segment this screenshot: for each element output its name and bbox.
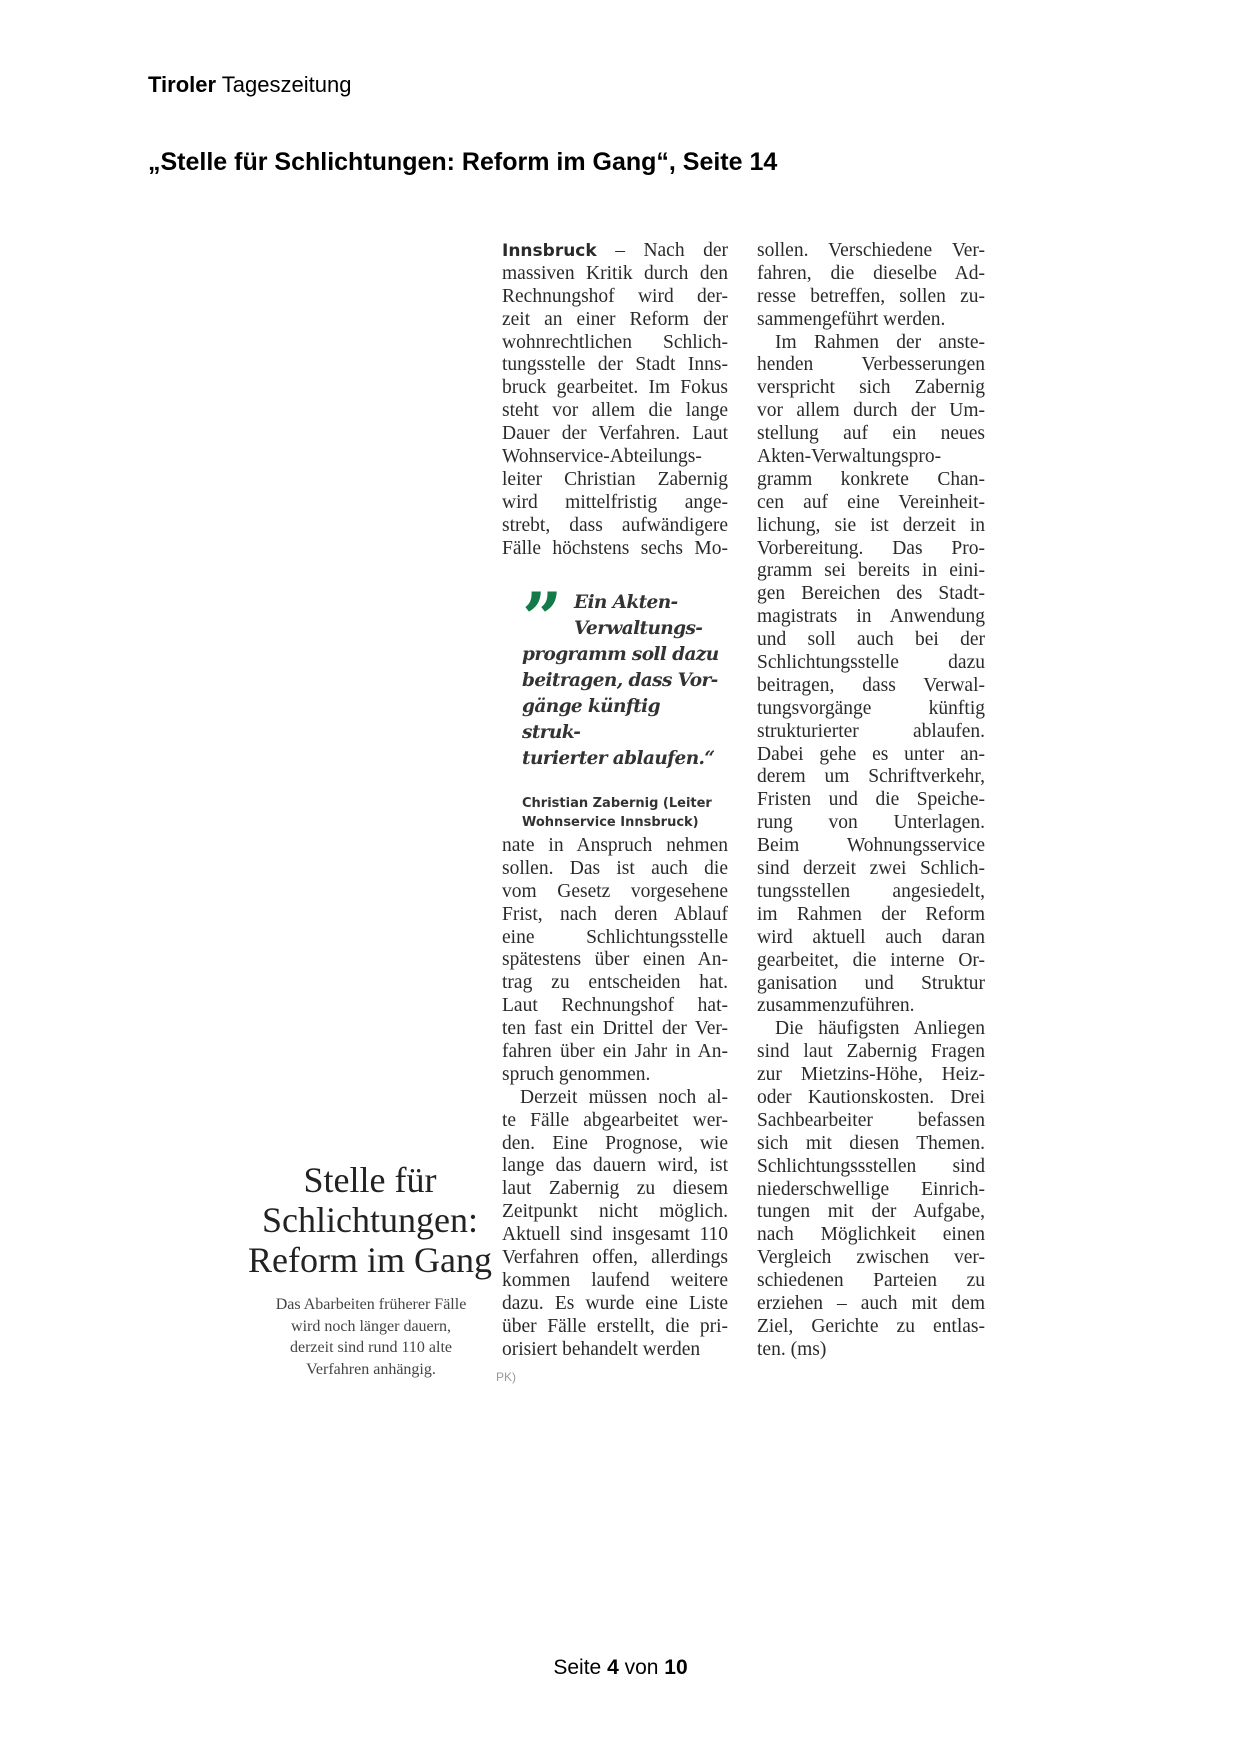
text-line: Das Abarbeiten früherer Fälle [275, 1296, 467, 1313]
text-line: Schlichtungssstellen sind [757, 1155, 985, 1177]
publication-name [148, 72, 351, 98]
dateline: Innsbruck [502, 241, 597, 261]
text-line: ten fast ein Drittel der Ver- [502, 1018, 728, 1040]
text-line: sind laut Zabernig Fragen [757, 1041, 985, 1063]
text-line: sollen. Das ist auch die [502, 857, 728, 879]
text-line: leiter Christian Zabernig [502, 468, 728, 490]
document-title: „Stelle für Schlichtungen: Reform im Gang“, Seite 14 [148, 148, 778, 176]
text-line: sind derzeit zwei Schlich- [757, 858, 985, 880]
text-line: gänge künftig struk- [522, 696, 660, 743]
text-line: wird mittelfristig ange- [502, 491, 728, 513]
text-line: strukturierter ablaufen. [757, 720, 985, 742]
text-line: henden Verbesserungen [757, 354, 985, 376]
text-line: Ziel, Gerichte zu entlas- [757, 1315, 985, 1337]
photo-credit: PK) [496, 1370, 517, 1384]
text-line: ganisation und Struktur [757, 972, 985, 994]
article-column-2 [757, 240, 985, 1362]
text-line: programm soll dazu [522, 644, 719, 665]
text-line: kommen laufend weitere [502, 1269, 728, 1291]
text-line: zeit an einer Reform der [502, 308, 728, 330]
text-line: Verfahren offen, allerdings [502, 1247, 728, 1269]
text-line: laut Zabernig zu diesem [502, 1178, 728, 1200]
article-column-1-top [502, 240, 728, 560]
text-line: trag zu entscheiden hat. [502, 972, 728, 994]
text-line: tungsvorgänge künftig [757, 697, 985, 719]
text-line: Schlichtungen: [262, 1200, 478, 1240]
text-line: Aktuell sind insgesamt 110 [502, 1224, 728, 1246]
text-line: beitragen, dass Vor- [522, 670, 718, 691]
text-line: wird aktuell auch daran [757, 926, 985, 948]
footer-middle: von [618, 1656, 665, 1679]
text-line: vor allem durch der Um- [757, 400, 985, 422]
text-line: vom Gesetz vorgesehene [502, 880, 728, 902]
text-line: steht vor allem die lange [502, 400, 728, 422]
text-line: ten. (ms) [757, 1338, 827, 1360]
text-line: Fristen und die Speiche- [757, 789, 985, 811]
text-line: resse betreffen, sollen zu- [757, 285, 985, 307]
text-line: den. Eine Prognose, wie [502, 1132, 728, 1154]
text-line: erziehen – auch mit dem [757, 1292, 985, 1314]
pull-quote [522, 577, 722, 832]
text-line: beitragen, dass Verwal- [757, 674, 985, 696]
text-line: strebt, dass aufwändigere [502, 514, 728, 536]
current-page: 4 [607, 1656, 619, 1679]
text-line: wohnrechtlichen Schlich- [502, 331, 728, 353]
text-line: Dabei gehe es unter an- [757, 743, 985, 765]
text-line: Zeitpunkt nicht möglich. [502, 1201, 728, 1223]
text-line: über Fälle erstellt, die pri- [502, 1315, 728, 1337]
text-line: Fälle höchstens sechs Mo- [502, 537, 728, 559]
page-footer [0, 1656, 1241, 1680]
text-line: rung von Unterlagen. [757, 812, 985, 834]
text-line: Vorbereitung. Das Pro- [757, 537, 985, 559]
text-line: schiedenen Parteien zu [757, 1270, 985, 1292]
text-line: Vergleich zwischen ver- [757, 1247, 985, 1269]
text-segment: – Nach der [596, 240, 728, 261]
brand-bold: Tiroler [148, 72, 217, 97]
text-line: Laut Rechnungshof hat- [502, 995, 728, 1017]
text-line: gramm sei bereits in eini- [757, 560, 985, 582]
text-line: zusammenzuführen. [757, 995, 915, 1017]
text-line: fahren über ein Jahr in An- [502, 1041, 728, 1063]
text-line: tungsstellen angesiedelt, [757, 880, 985, 902]
text-line: Im Rahmen der anste- [775, 331, 985, 353]
article-headline [245, 1160, 495, 1280]
text-line: sammengeführt werden. [757, 308, 946, 330]
text-line: spruch genommen. [502, 1063, 651, 1085]
text-line: lichung, sie ist derzeit in [757, 514, 985, 536]
text-line: sich mit diesen Themen. [757, 1132, 985, 1154]
text-line: Rechnungshof wird der- [502, 285, 728, 307]
article-column-1-bottom [502, 835, 728, 1361]
text-line: Beim Wohnungsservice [757, 835, 985, 857]
text-line: Wohnservice Innsbruck) [522, 815, 699, 830]
text-line: orisiert behandelt werden [502, 1338, 701, 1360]
total-pages: 10 [664, 1656, 688, 1679]
text-line: sollen. Verschiedene Ver- [757, 240, 985, 261]
quote-author [522, 794, 722, 832]
footer-prefix: Seite [553, 1656, 608, 1679]
text-line: nate in Anspruch nehmen [502, 835, 728, 856]
text-line: zur Mietzins-Höhe, Heiz- [757, 1064, 985, 1086]
text-line: te Fälle abgearbeitet wer- [502, 1109, 728, 1131]
text-line: Wohnservice-Abteilungs- [502, 446, 702, 468]
text-line: dazu. Es wurde eine Liste [502, 1292, 728, 1314]
text-line: Ein Akten- [574, 592, 678, 613]
text-line [502, 240, 728, 263]
text-line: stellung auf ein neues [757, 423, 985, 445]
text-line: Verwaltungs- [574, 618, 703, 639]
text-line: massiven Kritik durch den [502, 262, 728, 284]
text-line: eine Schlichtungsstelle [502, 926, 728, 948]
text-line: Frist, nach deren Ablauf [502, 903, 728, 925]
text-line: nach Möglichkeit einen [757, 1224, 985, 1246]
text-line: bruck gearbeitet. Im Fokus [502, 377, 728, 399]
text-line: wird noch länger dauern, [291, 1317, 451, 1335]
text-line: Dauer der Verfahren. Laut [502, 423, 728, 445]
text-line: magistrats in Anwendung [757, 606, 985, 628]
text-line: fahren, die dieselbe Ad- [757, 262, 985, 284]
text-line: Christian Zabernig (Leiter [522, 796, 712, 811]
text-line: tungsstelle der Stadt Inns- [502, 354, 728, 376]
text-line: turierter ablaufen.“ [522, 748, 715, 769]
text-line: oder Kautionskosten. Drei [757, 1086, 985, 1108]
text-line: cen auf eine Vereinheit- [757, 491, 985, 513]
text-line: Derzeit müssen noch al- [520, 1086, 728, 1108]
text-line: gearbeitet, die interne Or- [757, 949, 985, 971]
text-line: gramm konkrete Chan- [757, 468, 985, 490]
text-line: derzeit sind rund 110 alte [289, 1339, 453, 1356]
text-line: Schlichtungsstelle dazu [757, 652, 985, 674]
text-line: Stelle für [303, 1160, 437, 1200]
text-line: Akten-Verwaltungspro- [757, 446, 942, 468]
text-line: Die häufigsten Anliegen [775, 1018, 985, 1040]
text-line: und soll auch bei der [757, 629, 985, 651]
text-line: lange das dauern wird, ist [502, 1155, 728, 1177]
text-line: niederschwellige Einrich- [757, 1178, 985, 1200]
text-line: gen Bereichen des Stadt- [757, 583, 985, 605]
text-line: Sachbearbeiter befassen [757, 1109, 985, 1131]
text-line: tungen mit der Aufgabe, [757, 1201, 985, 1223]
text-line: im Rahmen der Reform [757, 903, 985, 925]
text-line: derem um Schriftverkehr, [757, 766, 985, 788]
quote-mark-icon: ” [522, 577, 563, 660]
text-line: Reform im Gang [248, 1240, 492, 1280]
brand-rest: Tageszeitung [216, 72, 352, 97]
text-line: spätestens über einen An- [502, 949, 728, 971]
article-subheadline [255, 1294, 487, 1380]
text-line: Verfahren anhängig. [306, 1360, 436, 1378]
text-line: verspricht sich Zabernig [757, 377, 985, 399]
